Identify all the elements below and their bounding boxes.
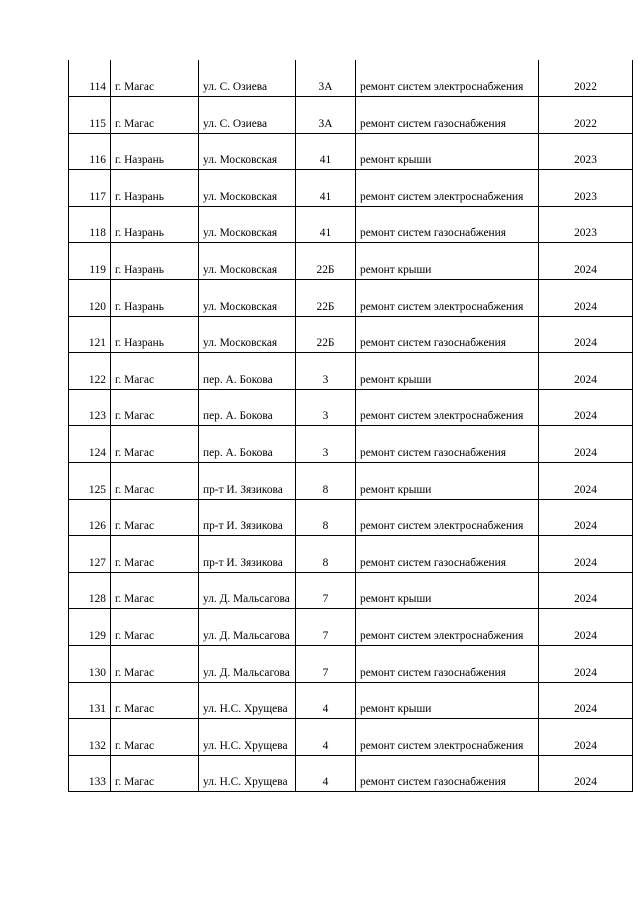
row-number-cell: 122 [69, 353, 111, 390]
year-cell: 2024 [539, 463, 633, 500]
city-cell: г. Магас [111, 682, 199, 719]
city-cell: г. Магас [111, 719, 199, 756]
city-cell: г. Магас [111, 572, 199, 609]
table-row [69, 353, 633, 390]
year-cell: 2024 [539, 682, 633, 719]
work-type-cell: ремонт крыши [356, 463, 539, 500]
street-cell: ул. Московская [199, 243, 296, 280]
year-cell: 2024 [539, 755, 633, 792]
house-number-cell: 7 [296, 609, 356, 646]
table-row [69, 60, 633, 97]
house-number-cell: 4 [296, 682, 356, 719]
row-number-cell: 132 [69, 719, 111, 756]
row-number-cell: 114 [69, 60, 111, 97]
house-number-cell: 3 [296, 426, 356, 463]
row-number-cell: 129 [69, 609, 111, 646]
house-number-cell: 22Б [296, 316, 356, 353]
house-number-cell: 8 [296, 536, 356, 573]
year-cell: 2024 [539, 536, 633, 573]
city-cell: г. Магас [111, 755, 199, 792]
street-cell: ул. Московская [199, 280, 296, 317]
city-cell: г. Магас [111, 389, 199, 426]
street-cell: пр-т И. Зязикова [199, 536, 296, 573]
row-number-cell: 126 [69, 499, 111, 536]
street-cell: пер. А. Бокова [199, 353, 296, 390]
street-cell: ул. Д. Мальсагова [199, 646, 296, 683]
house-number-cell: 3А [296, 97, 356, 134]
city-cell: г. Назрань [111, 206, 199, 243]
work-type-cell: ремонт систем газоснабжения [356, 97, 539, 134]
city-cell: г. Назрань [111, 243, 199, 280]
work-type-cell: ремонт систем газоснабжения [356, 426, 539, 463]
table-row [69, 609, 633, 646]
work-type-cell: ремонт систем электроснабжения [356, 389, 539, 426]
work-type-cell: ремонт систем электроснабжения [356, 60, 539, 97]
street-cell: ул. Д. Мальсагова [199, 609, 296, 646]
table-row [69, 280, 633, 317]
house-number-cell: 41 [296, 170, 356, 207]
street-cell: ул. Московская [199, 133, 296, 170]
house-number-cell: 22Б [296, 243, 356, 280]
row-number-cell: 117 [69, 170, 111, 207]
house-number-cell: 3 [296, 389, 356, 426]
row-number-cell: 127 [69, 536, 111, 573]
year-cell: 2023 [539, 206, 633, 243]
city-cell: г. Магас [111, 353, 199, 390]
city-cell: г. Магас [111, 426, 199, 463]
year-cell: 2024 [539, 243, 633, 280]
work-type-cell: ремонт систем газоснабжения [356, 206, 539, 243]
street-cell: ул. Московская [199, 316, 296, 353]
city-cell: г. Магас [111, 646, 199, 683]
table-row [69, 499, 633, 536]
year-cell: 2022 [539, 97, 633, 134]
year-cell: 2024 [539, 646, 633, 683]
street-cell: пер. А. Бокова [199, 426, 296, 463]
year-cell: 2024 [539, 609, 633, 646]
house-number-cell: 8 [296, 499, 356, 536]
table-row [69, 316, 633, 353]
house-number-cell: 4 [296, 755, 356, 792]
year-cell: 2024 [539, 426, 633, 463]
street-cell: пр-т И. Зязикова [199, 463, 296, 500]
row-number-cell: 124 [69, 426, 111, 463]
work-type-cell: ремонт крыши [356, 682, 539, 719]
street-cell: ул. Н.С. Хрущева [199, 719, 296, 756]
city-cell: г. Магас [111, 536, 199, 573]
house-number-cell: 22Б [296, 280, 356, 317]
table-row [69, 463, 633, 500]
street-cell: ул. Д. Мальсагова [199, 572, 296, 609]
table-row [69, 97, 633, 134]
row-number-cell: 123 [69, 389, 111, 426]
city-cell: г. Магас [111, 463, 199, 500]
city-cell: г. Назрань [111, 133, 199, 170]
year-cell: 2023 [539, 133, 633, 170]
row-number-cell: 116 [69, 133, 111, 170]
table-row [69, 426, 633, 463]
year-cell: 2023 [539, 170, 633, 207]
work-type-cell: ремонт систем электроснабжения [356, 170, 539, 207]
work-type-cell: ремонт крыши [356, 353, 539, 390]
house-number-cell: 4 [296, 719, 356, 756]
table-row [69, 389, 633, 426]
table-row [69, 646, 633, 683]
row-number-cell: 115 [69, 97, 111, 134]
street-cell: ул. С. Озиева [199, 97, 296, 134]
work-type-cell: ремонт крыши [356, 133, 539, 170]
work-type-cell: ремонт систем электроснабжения [356, 280, 539, 317]
row-number-cell: 120 [69, 280, 111, 317]
street-cell: ул. Н.С. Хрущева [199, 755, 296, 792]
house-number-cell: 7 [296, 572, 356, 609]
work-type-cell: ремонт систем газоснабжения [356, 316, 539, 353]
year-cell: 2024 [539, 499, 633, 536]
city-cell: г. Назрань [111, 170, 199, 207]
table-row [69, 206, 633, 243]
house-number-cell: 41 [296, 206, 356, 243]
row-number-cell: 121 [69, 316, 111, 353]
row-number-cell: 131 [69, 682, 111, 719]
house-number-cell: 8 [296, 463, 356, 500]
row-number-cell: 133 [69, 755, 111, 792]
year-cell: 2024 [539, 719, 633, 756]
work-type-cell: ремонт крыши [356, 572, 539, 609]
table-row [69, 243, 633, 280]
city-cell: г. Магас [111, 609, 199, 646]
row-number-cell: 119 [69, 243, 111, 280]
table-row [69, 536, 633, 573]
street-cell: ул. С. Озиева [199, 60, 296, 97]
work-type-cell: ремонт систем электроснабжения [356, 499, 539, 536]
table-row [69, 719, 633, 756]
city-cell: г. Назрань [111, 280, 199, 317]
year-cell: 2022 [539, 60, 633, 97]
row-number-cell: 130 [69, 646, 111, 683]
repair-schedule-table [68, 60, 633, 792]
table-row [69, 682, 633, 719]
work-type-cell: ремонт систем электроснабжения [356, 719, 539, 756]
work-type-cell: ремонт систем газоснабжения [356, 536, 539, 573]
row-number-cell: 128 [69, 572, 111, 609]
city-cell: г. Магас [111, 97, 199, 134]
house-number-cell: 3 [296, 353, 356, 390]
street-cell: ул. Московская [199, 170, 296, 207]
table-body [69, 60, 633, 792]
table-row [69, 572, 633, 609]
house-number-cell: 7 [296, 646, 356, 683]
city-cell: г. Магас [111, 499, 199, 536]
year-cell: 2024 [539, 280, 633, 317]
year-cell: 2024 [539, 572, 633, 609]
city-cell: г. Назрань [111, 316, 199, 353]
work-type-cell: ремонт систем газоснабжения [356, 646, 539, 683]
work-type-cell: ремонт систем электроснабжения [356, 609, 539, 646]
year-cell: 2024 [539, 353, 633, 390]
table-row [69, 133, 633, 170]
table-row [69, 170, 633, 207]
street-cell: ул. Н.С. Хрущева [199, 682, 296, 719]
work-type-cell: ремонт систем газоснабжения [356, 755, 539, 792]
city-cell: г. Магас [111, 60, 199, 97]
street-cell: пр-т И. Зязикова [199, 499, 296, 536]
year-cell: 2024 [539, 316, 633, 353]
house-number-cell: 3А [296, 60, 356, 97]
year-cell: 2024 [539, 389, 633, 426]
work-type-cell: ремонт крыши [356, 243, 539, 280]
table-row [69, 755, 633, 792]
house-number-cell: 41 [296, 133, 356, 170]
row-number-cell: 118 [69, 206, 111, 243]
row-number-cell: 125 [69, 463, 111, 500]
street-cell: ул. Московская [199, 206, 296, 243]
street-cell: пер. А. Бокова [199, 389, 296, 426]
